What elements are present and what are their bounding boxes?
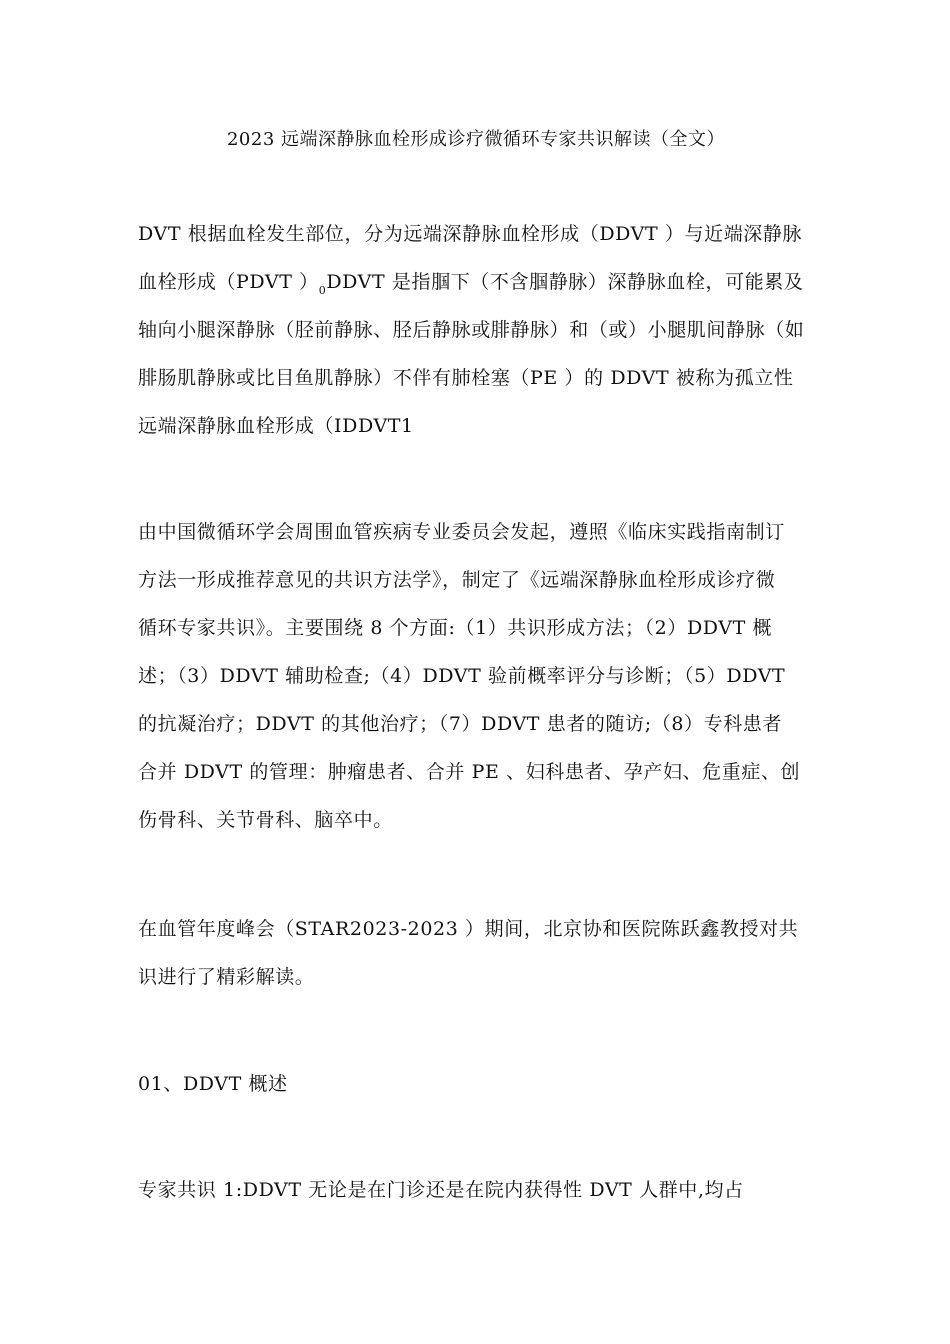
text-fragment: DDVT 是指腘下（不含腘静脉）深静脉血栓，可能累及 — [326, 271, 804, 293]
text-line: 方法一形成推荐意见的共识方法学》，制定了《远端深静脉血栓形成诊疗微 — [138, 569, 776, 591]
paragraph-summit-interpretation — [138, 905, 818, 1001]
text-line: 由中国微循环学会周围血管疾病专业委员会发起，遵照《临床实践指南制订 — [138, 521, 785, 543]
text-line: 轴向小腿深静脉（胫前静脉、胫后静脉或腓静脉）和（或）小腿肌间静脉（如 — [138, 319, 805, 341]
paragraph-consensus-overview — [138, 508, 818, 844]
text-line — [138, 258, 818, 306]
text-line: 述；（3）DDVT 辅助检查;（4）DDVT 验前概率评分与诊断；（5）DDVT — [138, 665, 786, 687]
text-line: 伤骨科、关节骨科、脑卒中。 — [138, 809, 393, 831]
section-heading-text: 01、DDVT 概述 — [138, 1073, 288, 1095]
text-line: 合并 DDVT 的管理：肿瘤患者、合并 PE 、妇科患者、孕产妇、危重症、创 — [138, 761, 801, 783]
text-line: 腓肠肌静脉或比目鱼肌静脉）不伴有肺栓塞（PE ）的 DDVT 被称为孤立性 — [138, 367, 794, 389]
text-line: 专家共识 1:DDVT 无论是在门诊还是在院内获得性 DVT 人群中,均占 — [138, 1179, 744, 1201]
paragraph-consensus-1 — [138, 1166, 818, 1214]
text-line: 识进行了精彩解读。 — [138, 966, 315, 988]
section-heading — [138, 1060, 818, 1108]
text-fragment: 血栓形成（PDVT ） — [138, 271, 319, 293]
text-line: 远端深静脉血栓形成（IDDVT1 — [138, 415, 414, 437]
text-line: 在血管年度峰会（STAR2023-2023 ）期间，北京协和医院陈跃鑫教授对共 — [138, 918, 799, 940]
text-line: 的抗凝治疗；DDVT 的其他治疗；（7）DDVT 患者的随访;（8）专科患者 — [138, 713, 783, 735]
text-line: DVT 根据血栓发生部位，分为远端深静脉血栓形成（DDVT ）与近端深静脉 — [138, 223, 803, 245]
text-line: 循环专家共识》。主要围绕 8 个方面:（1）共识形成方法；（2）DDVT 概 — [138, 617, 773, 639]
subscript-mark: 0 — [318, 284, 327, 297]
paragraph-dvt-classification — [138, 210, 818, 450]
document-title: 2023 远端深静脉血栓形成诊疗微循环专家共识解读（全文） — [226, 129, 726, 150]
